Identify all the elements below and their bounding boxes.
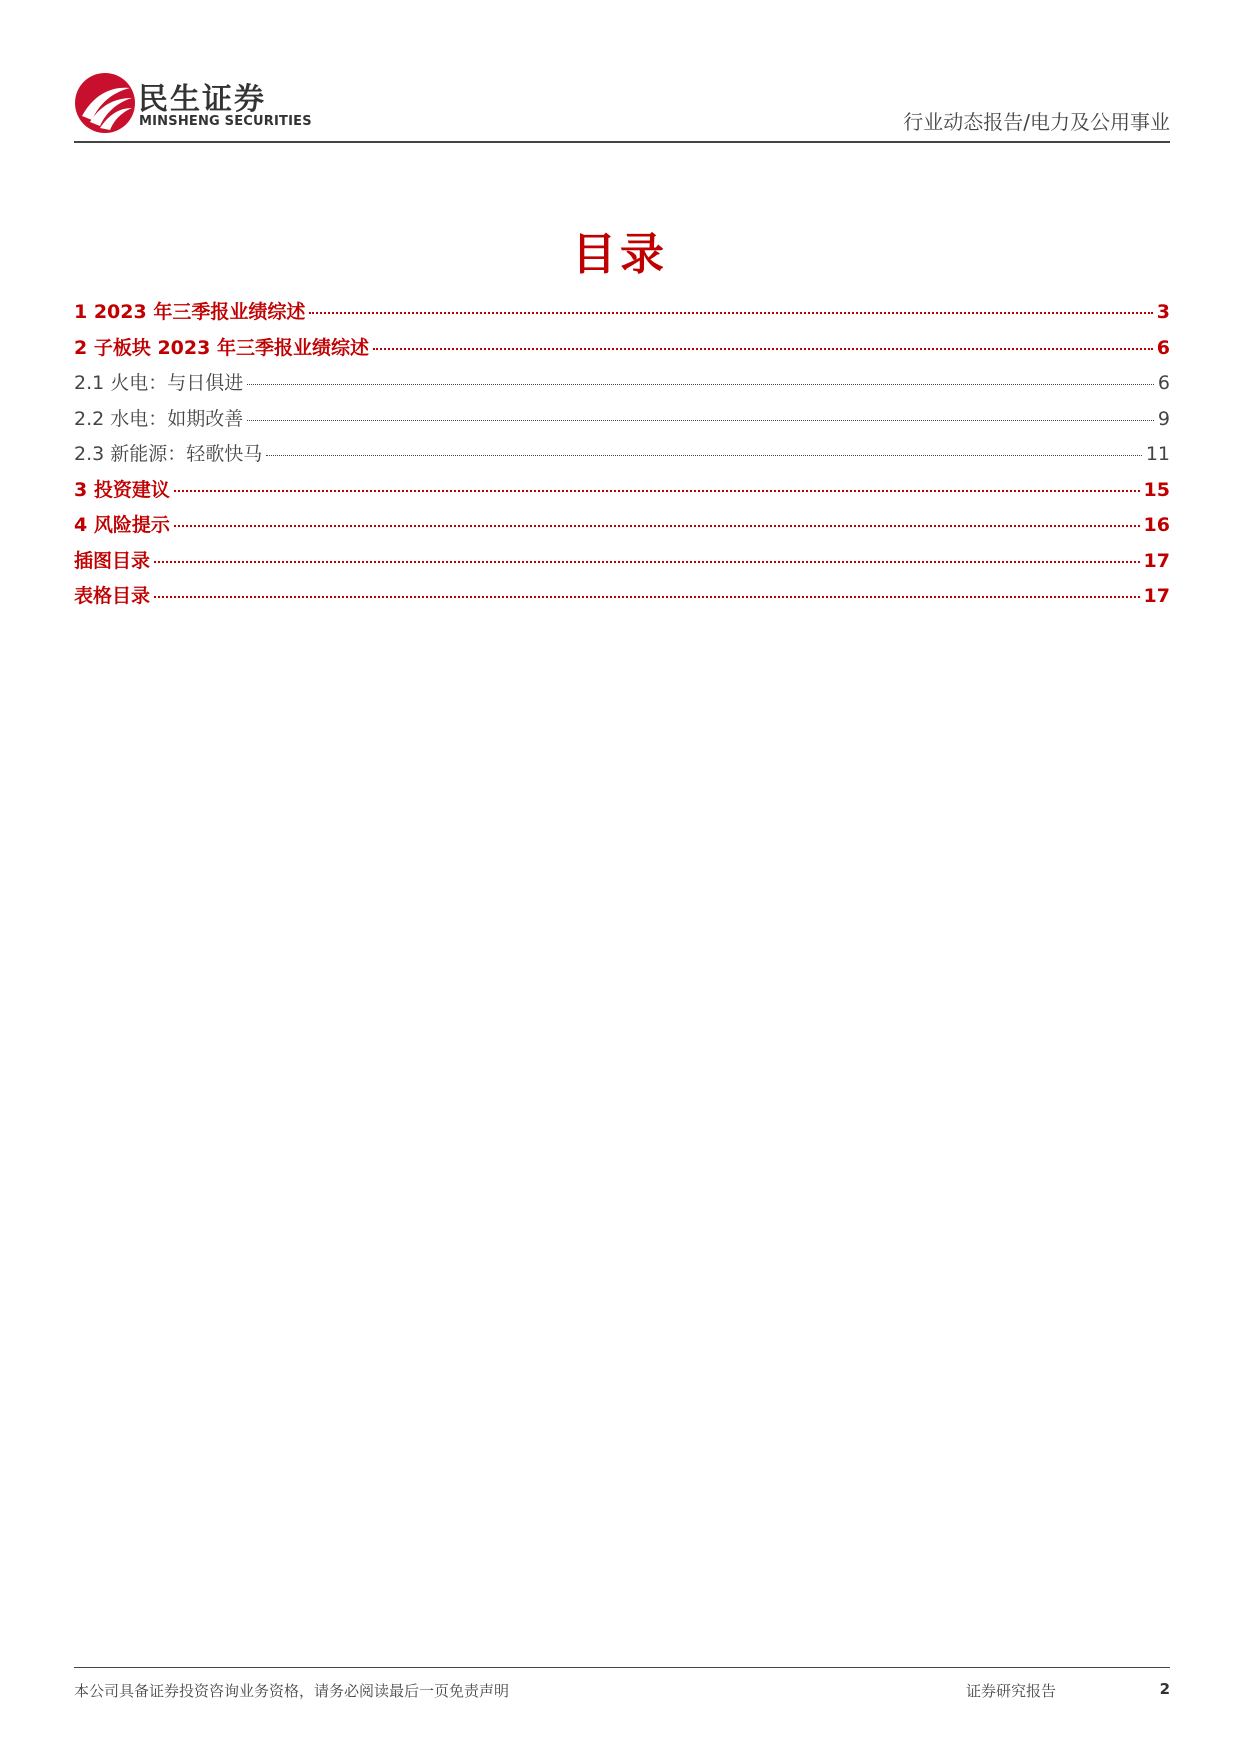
toc-title: 目录: [572, 229, 668, 280]
company-logo: [74, 72, 334, 132]
toc-leader-dots: [373, 348, 1153, 350]
toc-subentry[interactable]: [74, 439, 1170, 475]
toc-entry-page: 3: [1156, 301, 1170, 323]
toc-subentry[interactable]: [74, 404, 1170, 440]
report-type: 行业动态报告/电力及公用事业: [903, 110, 1170, 134]
toc-entry-label: 1 2023 年三季报业绩综述: [74, 301, 306, 323]
toc-entry-page: 11: [1145, 443, 1170, 465]
toc-entry-page: 17: [1143, 585, 1170, 607]
toc-entry-page: 17: [1143, 549, 1170, 572]
toc-leader-dots: [174, 490, 1140, 492]
toc-leader-dots: [174, 525, 1140, 527]
table-of-contents: [74, 297, 1170, 617]
toc-entry-label: 表格目录: [74, 585, 151, 607]
toc-entry-label: 插图目录: [74, 549, 151, 572]
toc-leader-dots: [154, 561, 1140, 563]
toc-leader-dots: [309, 312, 1152, 314]
footer-divider: [74, 1667, 1170, 1668]
toc-entry-label: 2.2 水电：如期改善: [74, 407, 244, 430]
toc-entry[interactable]: [74, 297, 1170, 333]
toc-leader-dots: [247, 420, 1154, 421]
toc-entry[interactable]: [74, 475, 1170, 511]
toc-entry[interactable]: [74, 581, 1170, 617]
toc-entry[interactable]: [74, 546, 1170, 582]
page-header: [74, 66, 1170, 144]
toc-entry[interactable]: [74, 333, 1170, 369]
logo-english-name: MINSHENG SECURITIES: [139, 114, 312, 129]
footer-doc-type: 证券研究报告: [966, 1682, 1057, 1700]
toc-entry-label: 4 风险提示: [74, 514, 170, 536]
minsheng-logo-icon: [74, 72, 136, 134]
toc-entry-page: 15: [1143, 478, 1170, 501]
toc-entry[interactable]: [74, 510, 1170, 546]
toc-entry-page: 9: [1157, 407, 1170, 430]
toc-entry-page: 16: [1143, 514, 1170, 536]
page-number: 2: [1159, 1680, 1170, 1698]
toc-entry-label: 3 投资建议: [74, 478, 170, 501]
toc-entry-label: 2.1 火电：与日俱进: [74, 372, 244, 394]
toc-entry-page: 6: [1156, 336, 1170, 359]
toc-leader-dots: [266, 455, 1142, 456]
toc-entry-label: 2.3 新能源：轻歌快马: [74, 443, 263, 465]
toc-leader-dots: [247, 384, 1154, 385]
footer-disclaimer: 本公司具备证券投资咨询业务资格，请务必阅读最后一页免责声明: [74, 1682, 510, 1700]
toc-leader-dots: [154, 596, 1140, 598]
header-divider: [74, 141, 1170, 143]
toc-entry-page: 6: [1157, 372, 1170, 394]
toc-subentry[interactable]: [74, 368, 1170, 404]
toc-entry-label: 2 子板块 2023 年三季报业绩综述: [74, 336, 369, 359]
logo-chinese-name: 民生证券: [138, 82, 266, 117]
